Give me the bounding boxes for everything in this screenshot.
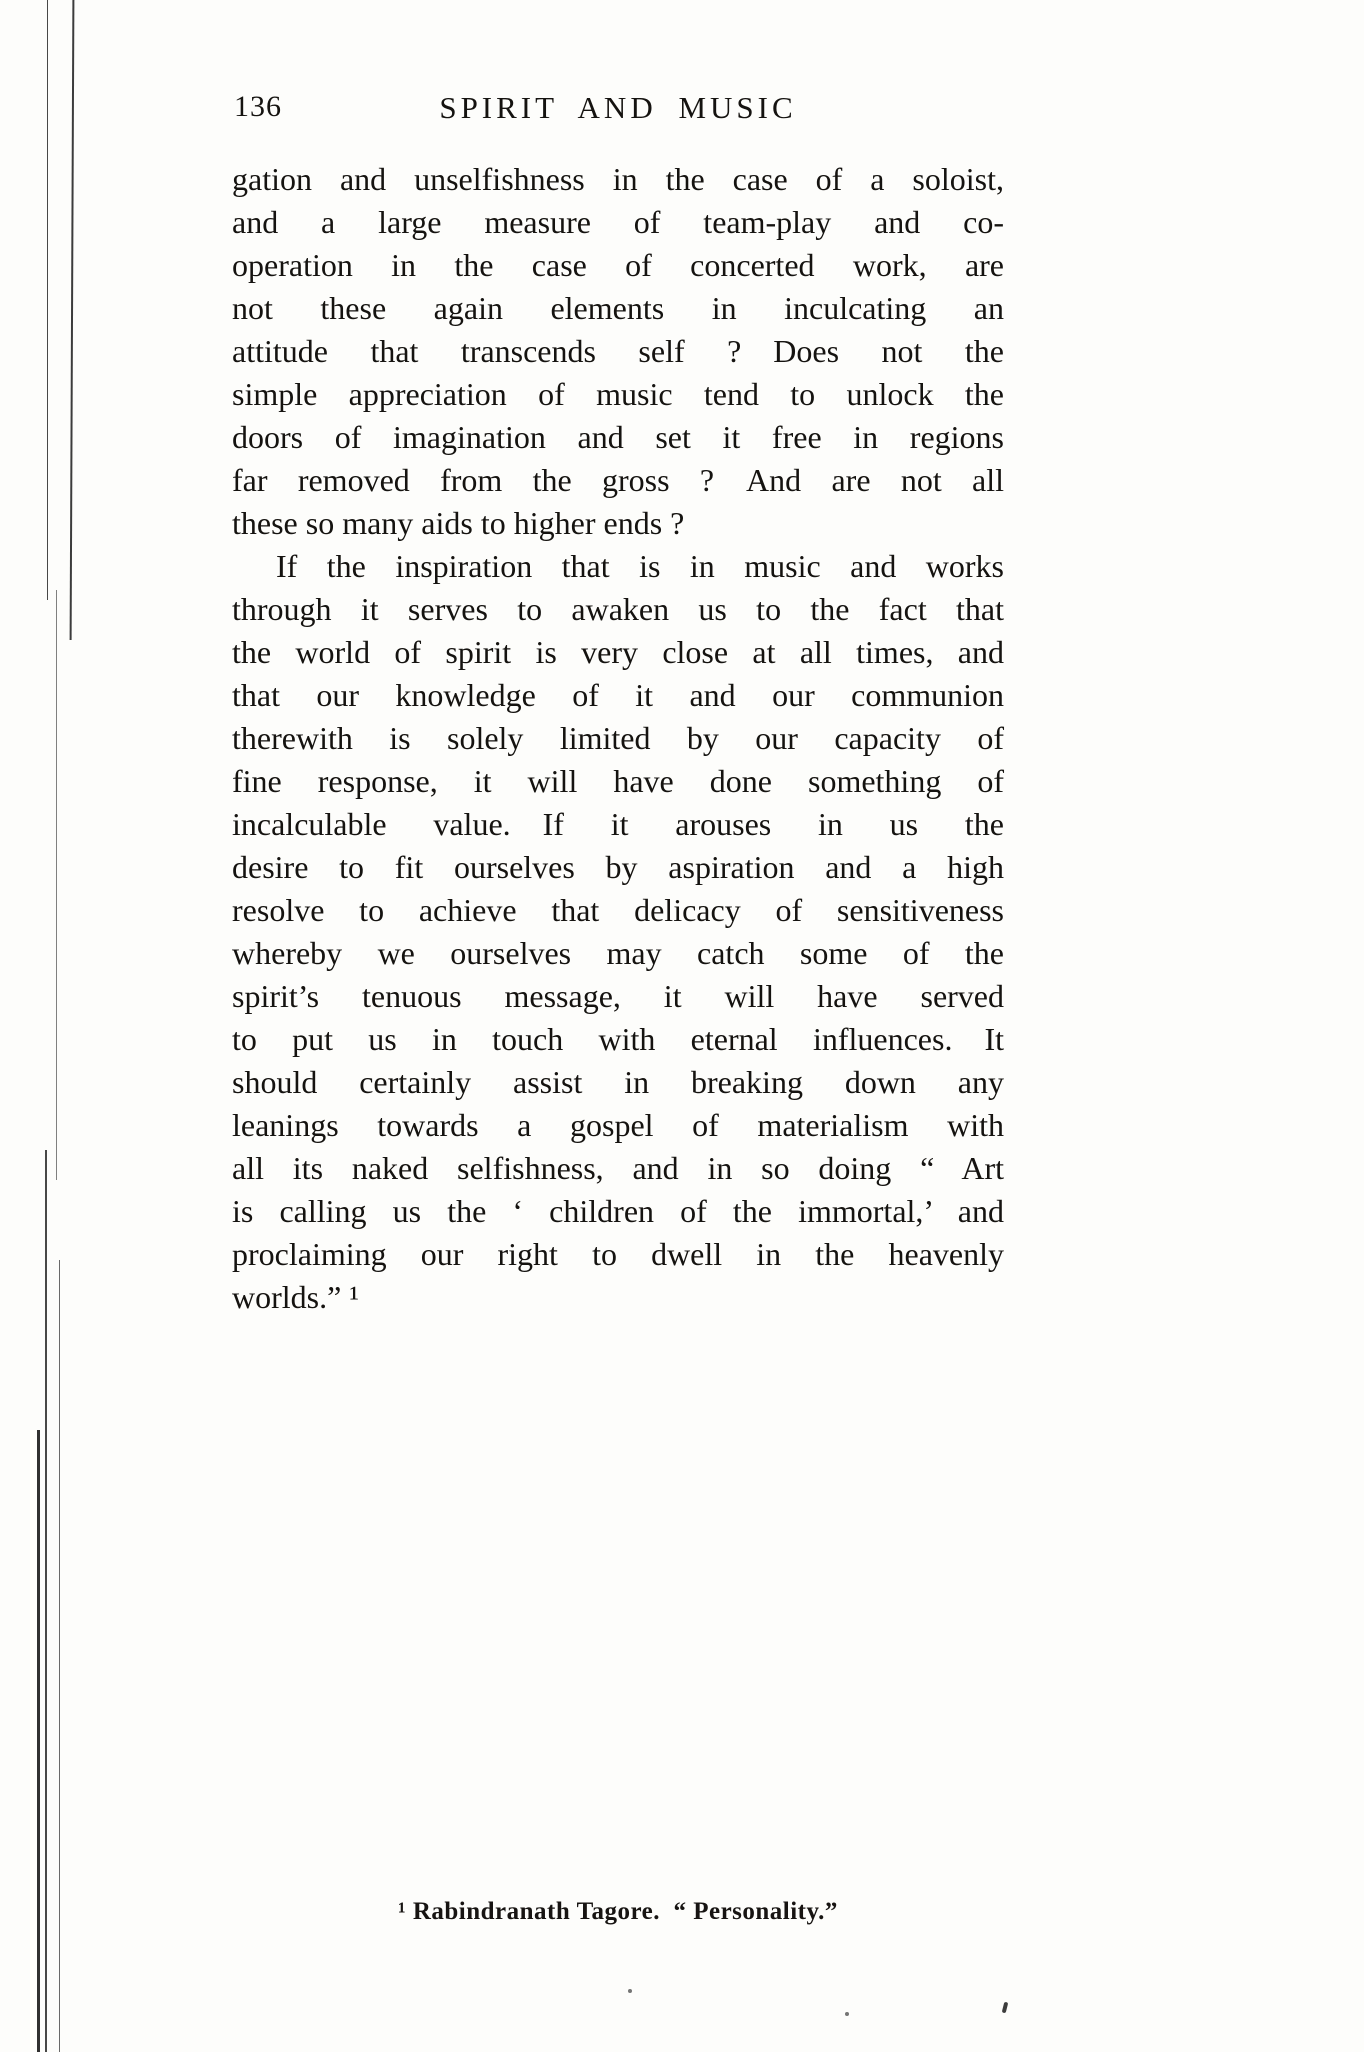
text-line: resolve to achieve that delicacy of sensitiveness	[232, 892, 1004, 928]
text-line: all its naked selfishness, and in so doing “ Art	[232, 1150, 1004, 1186]
page-header	[232, 90, 1004, 132]
text-line: attitude that transcends self ? Does not the	[232, 333, 1004, 369]
text-line: these so many aids to higher ends ?	[232, 505, 685, 541]
running-title: SPIRIT AND MUSIC	[439, 90, 797, 125]
text-line: incalculable value. If it arouses in us the	[232, 806, 1004, 842]
binding-line	[59, 1260, 60, 2052]
text-line: leanings towards a gospel of materialism with	[232, 1107, 1004, 1143]
binding-line	[45, 1150, 47, 2052]
text-line: operation in the case of concerted work, are	[232, 247, 1004, 283]
scan-speck	[845, 2012, 849, 2016]
footnote: ¹ Rabindranath Tagore. “ Personality.”	[398, 1898, 838, 1925]
binding-line	[56, 590, 57, 1180]
text-line: spirit’s tenuous message, it will have served	[232, 978, 1004, 1014]
text-line: doors of imagination and set it free in regions	[232, 419, 1004, 455]
text-line: and a large measure of team-play and co-	[232, 204, 1004, 240]
text-line: to put us in touch with eternal influences. It	[232, 1021, 1004, 1057]
text-line: through it serves to awaken us to the fact that	[232, 591, 1004, 627]
binding-line	[70, 0, 75, 640]
scan-speck	[628, 1989, 632, 1993]
binding-line	[47, 0, 48, 600]
text-line: worlds.” ¹	[232, 1279, 359, 1315]
text-line: the world of spirit is very close at all times, and	[232, 634, 1004, 670]
text-line: far removed from the gross ? And are not all	[232, 462, 1004, 498]
binding-line	[37, 1430, 40, 2052]
text-line: gation and unselfishness in the case of a soloist,	[232, 161, 1004, 197]
text-line: simple appreciation of music tend to unlock the	[232, 376, 1004, 412]
text-line: fine response, it will have done something of	[232, 763, 1004, 799]
text-line: therewith is solely limited by our capacity of	[232, 720, 1004, 756]
scan-speck	[1002, 2002, 1009, 2014]
text-line: should certainly assist in breaking down any	[232, 1064, 1004, 1100]
text-line: whereby we ourselves may catch some of the	[232, 935, 1004, 971]
text-line: not these again elements in inculcating an	[232, 290, 1004, 326]
text-line: proclaiming our right to dwell in the heavenly	[232, 1236, 1004, 1272]
text-line: If the inspiration that is in music and works	[276, 548, 1004, 584]
text-line: that our knowledge of it and our communion	[232, 677, 1004, 713]
text-line: is calling us the ‘ children of the immortal,’ and	[232, 1193, 1004, 1229]
body-text	[232, 158, 1004, 1319]
page-number: 136	[234, 90, 282, 123]
text-line: desire to fit ourselves by aspiration and a high	[232, 849, 1004, 885]
text-block	[232, 90, 1004, 1319]
